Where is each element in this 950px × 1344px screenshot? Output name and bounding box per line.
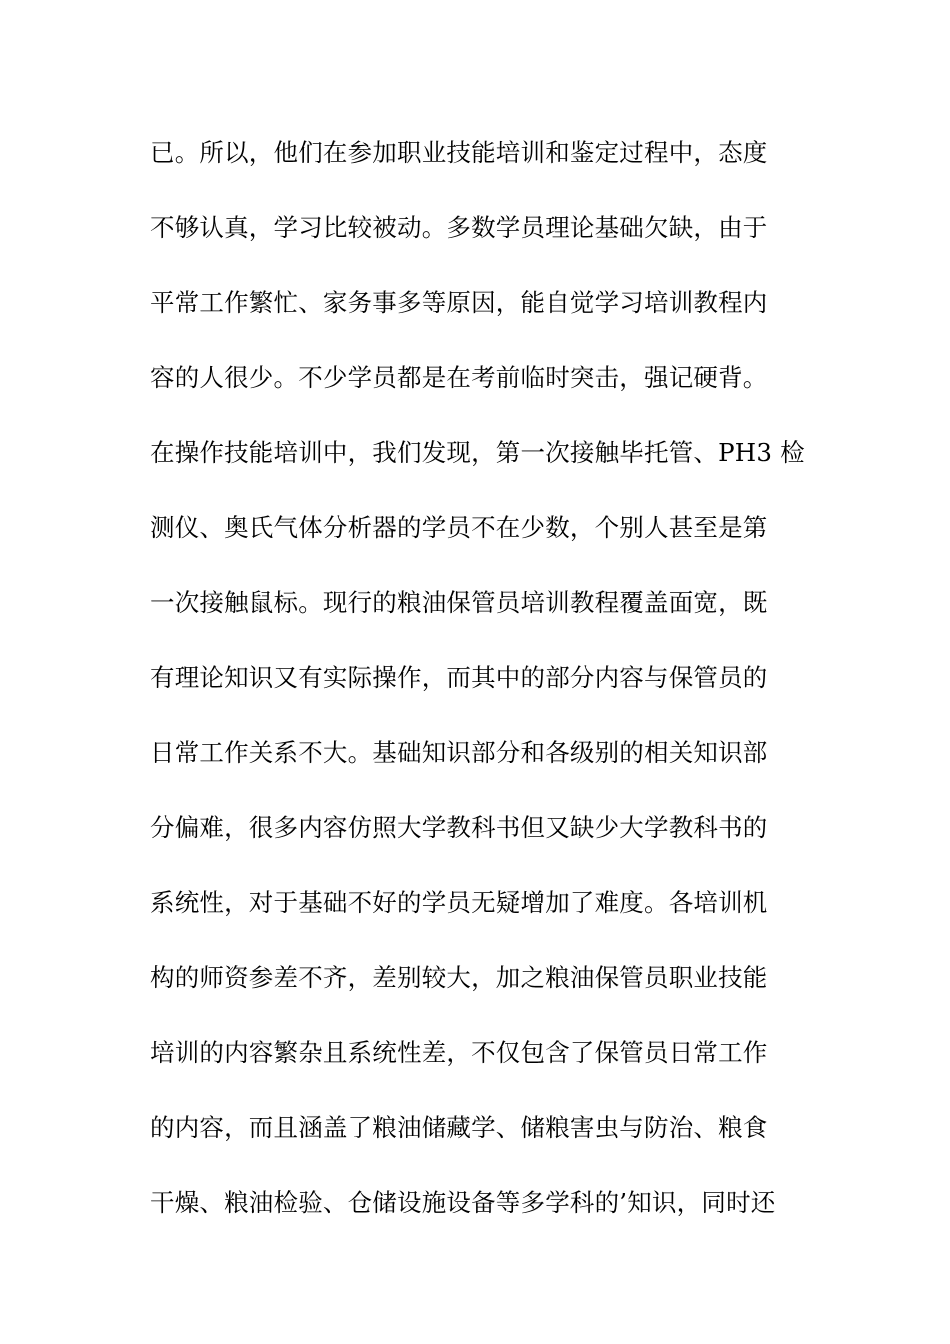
body-text <box>150 128 830 1253</box>
text-line: 构的师资参差不齐，差别较大，加之粮油保管员职业技能 <box>150 963 768 992</box>
text-line: 已。所以，他们在参加职业技能培训和鉴定过程中，态度 <box>150 138 768 167</box>
text-line: 分偏难，很多内容仿照大学教科书但又缺少大学教科书的 <box>150 813 768 842</box>
text-line: 有理论知识又有实际操作，而其中的部分内容与保管员的 <box>150 663 768 692</box>
text-line: 一次接触鼠标。现行的粮油保管员培训教程覆盖面宽，既 <box>150 588 768 617</box>
text-line: 平常工作繁忙、家务事多等原因，能自觉学习培训教程内 <box>150 288 768 317</box>
text-line: 日常工作关系不大。基础知识部分和各级别的相关知识部 <box>150 738 768 767</box>
text-line: 系统性，对于基础不好的学员无疑增加了难度。各培训机 <box>150 888 768 917</box>
text-line: 测仪、奥氏气体分析器的学员不在少数，个别人甚至是第 <box>150 513 768 542</box>
text-line: 培训的内容繁杂且系统性差，不仅包含了保管员日常工作 <box>150 1038 768 1067</box>
text-line: 的内容，而且涵盖了粮油储藏学、储粮害虫与防治、粮食 <box>150 1113 768 1142</box>
text-line: 在操作技能培训中，我们发现，第一次接触毕托管、PH3 检 <box>150 438 805 467</box>
text-line: 干燥、粮油检验、仓储设施设备等多学科的’知识，同时还 <box>150 1188 776 1217</box>
text-line: 容的人很少。不少学员都是在考前临时突击，强记硬背。 <box>150 363 768 392</box>
text-line: 不够认真，学习比较被动。多数学员理论基础欠缺，由于 <box>150 213 768 242</box>
